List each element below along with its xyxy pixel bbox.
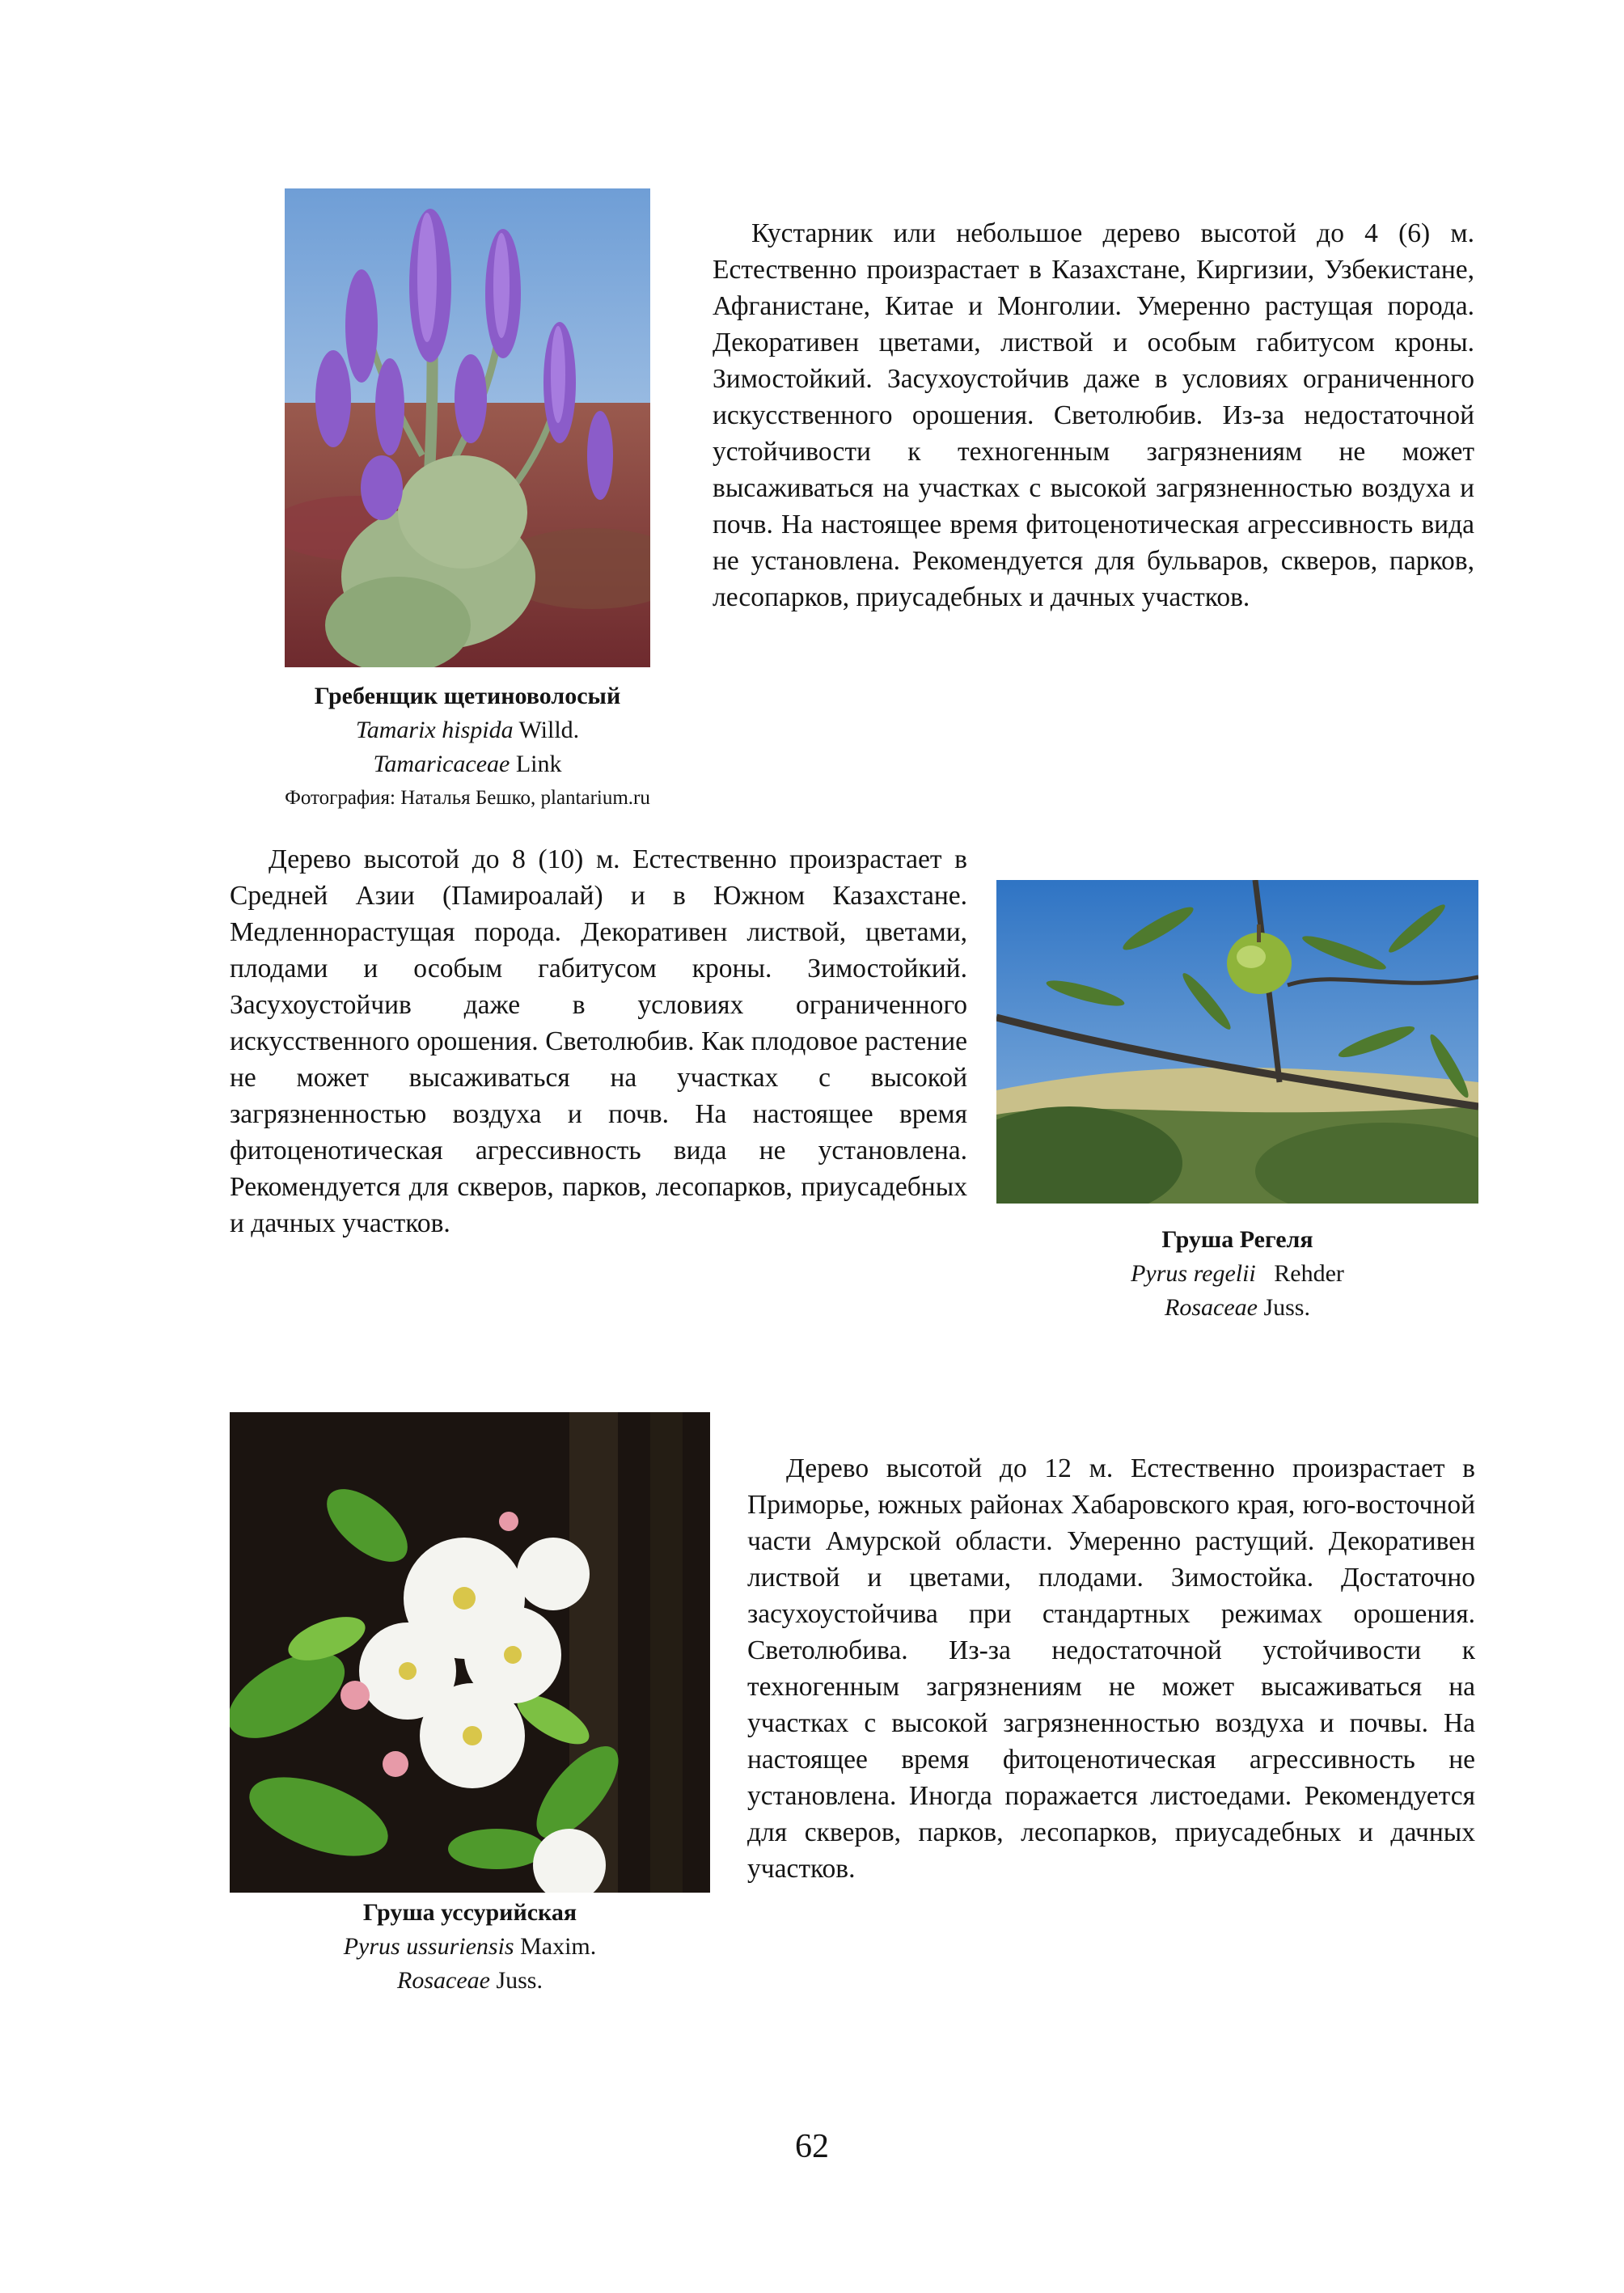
family-name: Tamaricaceae Link xyxy=(373,751,562,777)
tamarisk-caption xyxy=(235,679,700,815)
latin-name: Tamarix hispida Willd. xyxy=(355,717,580,743)
page-number: 62 xyxy=(795,2128,829,2165)
tamarisk-description: Кустарник или небольшое дерево высотой до 4 (6) м. Естественно произрастает в Казахстане, Киргизии, Узбекистане, Афганистане, Китае и Монголии. Умеренно растущая порода. Декоративен цветами, листвой и особым габитусом кроны. Зимостойкий. Засухоустойчив даже в условиях ограниченного искусственного орошения. Светолюбив. Из-за недостаточной устойчивости к техногенным загрязнениям не может высаживаться на участках с высокой загрязненностью воздуха и почв. На настоящее время фитоценотическая агрессивность вида не установлена. Рекомендуется для бульваров, скверов, парков, лесопарков, приусадебных и дачных участков. xyxy=(713,218,1474,612)
tamarisk-photo xyxy=(285,188,650,667)
common-name: Груша уссурийская xyxy=(362,1899,577,1926)
family-name: Rosaceae Juss. xyxy=(1165,1294,1310,1321)
family-name: Rosaceae Juss. xyxy=(397,1967,543,1994)
latin-name: Pyrus ussuriensis Maxim. xyxy=(343,1933,597,1960)
common-name: Гребенщик щетиноволосый xyxy=(314,683,621,709)
pyrus-ussuriensis-caption xyxy=(230,1896,710,1998)
pyrus-regelii-caption xyxy=(996,1223,1478,1325)
pyrus-regelii-photo xyxy=(996,880,1478,1204)
pyrus-ussuriensis-description: Дерево высотой до 12 м. Естественно произрастает в Приморье, южных районах Хабаровского края, юго-восточной части Амурской области. Умеренно растущий. Декоративен листвой и цветами, плодами. Зимостойка. Достаточно засухоустойчива при стандартных режимах орошения. Светолюбива. Из-за недостаточной устойчивости к техногенным загрязнениям не может высаживаться на участках с высокой загрязненностью воздуха и почвы. На настоящее время фитоценотическая агрессивность не установлена. Иногда поражается листоедами. Рекомендуется для скверов, парков, лесопарков, приусадебных и дачных участков. xyxy=(747,1453,1475,1884)
latin-name: Pyrus regelii Rehder xyxy=(1131,1260,1344,1287)
pyrus-regelii-description: Дерево высотой до 8 (10) м. Естественно произрастает в Средней Азии (Памироалай) и в Южном Казахстане. Медленнорастущая порода. Декоративен листвой, цветами, плодами и особым габитусом кроны. Зимостойкий. Засухоустойчив даже в условиях ограниченного искусственного орошения. Светолюбив. Как плодовое растение не может высаживаться на участках с высокой загрязненностью воздуха и почв. На настоящее время фитоценотическая агрессивность вида не установлена. Рекомендуется для скверов, парков, лесопарков, приусадебных и дачных участков. xyxy=(230,844,967,1238)
common-name: Груша Регеля xyxy=(1161,1226,1313,1253)
pyrus-ussuriensis-photo xyxy=(230,1412,710,1893)
photo-credit: Фотография: Наталья Бешко, plantarium.ru xyxy=(285,787,650,809)
